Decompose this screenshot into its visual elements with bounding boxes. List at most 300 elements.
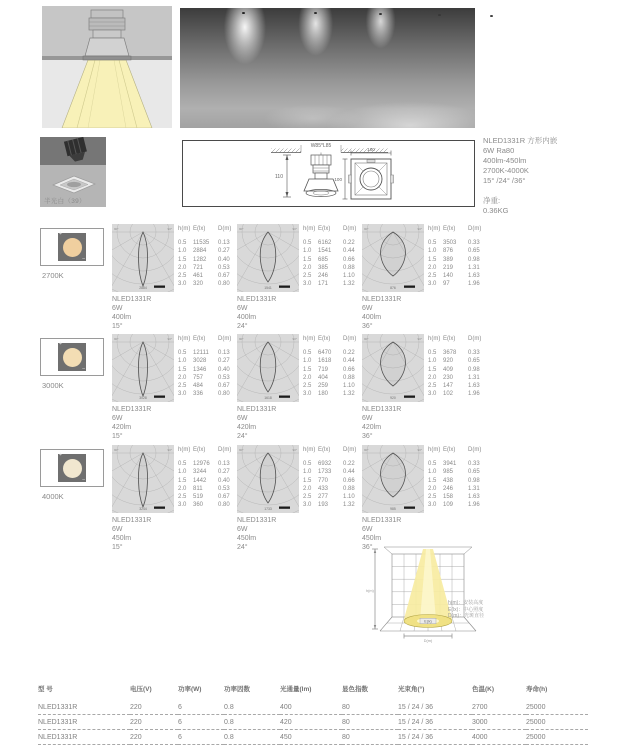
illuminance-table bbox=[178, 225, 234, 288]
col-header-d: D(m) bbox=[343, 447, 357, 453]
polar-scale-bar bbox=[279, 286, 290, 288]
height-value: 1.5 bbox=[428, 366, 437, 373]
illuminance-row bbox=[178, 485, 234, 493]
diameter-value: 1.96 bbox=[468, 502, 480, 509]
illuminance-row bbox=[428, 272, 484, 280]
diameter-value: 1.63 bbox=[468, 383, 480, 390]
polar-scale-bar bbox=[404, 286, 415, 288]
diameter-value: 1.96 bbox=[468, 281, 480, 288]
col-header-h: h(m) bbox=[178, 336, 191, 342]
spec-cell: 15 / 24 / 36 bbox=[398, 730, 472, 745]
diameter-value: 0.67 bbox=[218, 273, 230, 280]
col-header-d: D(m) bbox=[343, 226, 357, 232]
polar-chart bbox=[237, 224, 299, 292]
illuminance-value: 1346 bbox=[193, 366, 207, 373]
spec-cell: 2700 bbox=[472, 700, 526, 715]
diameter-value: 0.88 bbox=[343, 374, 355, 381]
panel-angle: 24° bbox=[237, 323, 248, 330]
illuminance-row bbox=[428, 501, 484, 509]
panel-angle: 36° bbox=[362, 323, 373, 330]
illuminance-value: 158 bbox=[443, 494, 454, 501]
height-value: 1.0 bbox=[428, 248, 437, 255]
diameter-value: 0.44 bbox=[343, 469, 355, 476]
height-value: 0.5 bbox=[303, 461, 312, 468]
illuminance-value: 519 bbox=[193, 494, 204, 501]
polar-scale-value: 3028 bbox=[139, 395, 147, 400]
net-weight-label: 净重: bbox=[483, 196, 501, 205]
panel-wattage: 6W bbox=[112, 526, 123, 533]
photometric-row bbox=[0, 443, 626, 553]
height-value: 3.0 bbox=[303, 281, 312, 288]
panel-labels bbox=[237, 295, 276, 331]
diameter-value: 0.22 bbox=[343, 461, 355, 468]
height-value: 2.5 bbox=[428, 494, 437, 501]
polar-scale-value: 920 bbox=[390, 395, 396, 400]
panel-lumen: 450lm bbox=[237, 535, 257, 542]
illuminance-value: 3503 bbox=[443, 240, 457, 247]
height-value: 1.5 bbox=[303, 256, 312, 263]
polar-chart bbox=[112, 334, 174, 402]
illuminance-table bbox=[303, 446, 359, 509]
polar-chart bbox=[362, 445, 424, 513]
polar-chart bbox=[362, 224, 424, 292]
illuminance-row bbox=[428, 280, 484, 288]
illuminance-value: 12976 bbox=[193, 461, 210, 468]
spec-col-header: 色温(K) bbox=[472, 686, 495, 693]
illuminance-table-header bbox=[428, 335, 484, 343]
illuminance-value: 409 bbox=[443, 366, 454, 373]
col-header-e: E(lx) bbox=[443, 226, 456, 232]
spec-col-header: 光通量(lm) bbox=[280, 686, 312, 693]
panel-model: NLED1331R bbox=[362, 296, 402, 303]
col-header-h: h(m) bbox=[303, 447, 316, 453]
panel-lumen: 400lm bbox=[362, 314, 382, 321]
panel-angle: 36° bbox=[362, 433, 373, 440]
panel-lumen: 400lm bbox=[112, 314, 132, 321]
height-value: 3.0 bbox=[303, 391, 312, 398]
illuminance-table bbox=[303, 225, 359, 288]
cct-label: 3000K bbox=[42, 381, 64, 390]
spec-cell: 6 bbox=[178, 700, 224, 715]
spec-row bbox=[38, 730, 588, 745]
diameter-value: 0.67 bbox=[218, 383, 230, 390]
illuminance-value: 719 bbox=[318, 366, 329, 373]
spec-cell: 6 bbox=[178, 730, 224, 745]
height-value: 1.0 bbox=[178, 358, 187, 365]
diameter-value: 0.66 bbox=[343, 477, 355, 484]
illuminance-value: 811 bbox=[193, 485, 203, 492]
illuminance-value: 3678 bbox=[443, 350, 457, 357]
height-value: 2.0 bbox=[178, 485, 187, 492]
illuminance-value: 985 bbox=[443, 469, 454, 476]
polar-angle-left: 90° bbox=[364, 448, 369, 452]
spec-cell: NLED1331R bbox=[38, 730, 130, 745]
illuminance-value: 770 bbox=[318, 477, 329, 484]
illuminance-row bbox=[428, 468, 484, 476]
illuminance-row bbox=[303, 256, 359, 264]
illuminance-row bbox=[303, 477, 359, 485]
polar-scale-value: 1618 bbox=[264, 395, 272, 400]
photometric-panel bbox=[112, 222, 234, 332]
illuminance-table-header bbox=[303, 225, 359, 233]
illuminance-table bbox=[303, 335, 359, 398]
diameter-value: 0.40 bbox=[218, 366, 230, 373]
panel-model: NLED1331R bbox=[237, 296, 277, 303]
illuminance-value: 1282 bbox=[193, 256, 207, 263]
spec-col-header: 寿命(h) bbox=[526, 686, 548, 693]
illuminance-value: 385 bbox=[318, 264, 329, 271]
polar-scale-value: 1733 bbox=[264, 506, 272, 511]
panel-lumen: 420lm bbox=[112, 424, 132, 431]
diameter-value: 0.40 bbox=[218, 477, 230, 484]
panel-lumen: 400lm bbox=[237, 314, 257, 321]
spec-cell: 80 bbox=[342, 715, 398, 730]
diameter-value: 1.31 bbox=[468, 264, 480, 271]
illuminance-row bbox=[178, 349, 234, 357]
diameter-value: 1.10 bbox=[343, 273, 355, 280]
polar-scale-bar bbox=[279, 507, 290, 509]
beam-spread-diagram bbox=[366, 541, 516, 643]
polar-angle-right: 90° bbox=[417, 448, 422, 452]
height-value: 2.5 bbox=[178, 383, 187, 390]
illuminance-value: 2884 bbox=[193, 248, 207, 255]
height-value: 1.5 bbox=[178, 256, 187, 263]
polar-angle-left: 90° bbox=[239, 337, 244, 341]
illuminance-value: 3244 bbox=[193, 469, 207, 476]
dimension-drawing bbox=[182, 140, 475, 207]
spec-cell: 80 bbox=[342, 700, 398, 715]
illuminance-row bbox=[178, 390, 234, 398]
col-header-e: E(lx) bbox=[318, 336, 331, 342]
led-chip-square bbox=[58, 454, 86, 482]
height-value: 3.0 bbox=[428, 391, 437, 398]
illuminance-table-header bbox=[178, 335, 234, 343]
diameter-value: 0.27 bbox=[218, 469, 230, 476]
illuminance-row bbox=[428, 349, 484, 357]
spec-row bbox=[38, 715, 588, 730]
illuminance-table bbox=[178, 446, 234, 509]
illuminance-value: 147 bbox=[443, 383, 454, 390]
illuminance-row bbox=[428, 239, 484, 247]
diameter-value: 0.80 bbox=[218, 502, 230, 509]
panel-labels bbox=[112, 405, 151, 441]
diameter-value: 0.27 bbox=[218, 248, 230, 255]
illuminance-row bbox=[303, 272, 359, 280]
col-header-e: E(lx) bbox=[193, 336, 206, 342]
height-value: 1.5 bbox=[428, 477, 437, 484]
illuminance-row bbox=[428, 460, 484, 468]
illuminance-row bbox=[178, 357, 234, 365]
illuminance-value: 1618 bbox=[318, 358, 332, 365]
cct-swatch bbox=[40, 228, 104, 266]
illuminance-row bbox=[178, 366, 234, 374]
diameter-value: 0.13 bbox=[218, 240, 230, 247]
spec-cell: 400 bbox=[280, 700, 342, 715]
illuminance-value: 461 bbox=[193, 273, 204, 280]
height-value: 0.5 bbox=[428, 240, 437, 247]
cct-swatch bbox=[40, 338, 104, 376]
height-value: 1.0 bbox=[303, 358, 312, 365]
diameter-value: 0.13 bbox=[218, 461, 230, 468]
polar-chart bbox=[362, 334, 424, 402]
spec-cell: NLED1331R bbox=[38, 715, 130, 730]
illuminance-row bbox=[178, 468, 234, 476]
spec-cell: NLED1331R bbox=[38, 700, 130, 715]
illuminance-value: 721 bbox=[193, 264, 204, 271]
led-chip-circle bbox=[63, 459, 82, 478]
height-value: 3.0 bbox=[428, 281, 437, 288]
panel-lumen: 420lm bbox=[362, 424, 382, 431]
col-header-h: h(m) bbox=[178, 447, 191, 453]
illuminance-table bbox=[178, 335, 234, 398]
illuminance-value: 6470 bbox=[318, 350, 332, 357]
illuminance-table-header bbox=[303, 446, 359, 454]
diameter-value: 0.65 bbox=[468, 358, 480, 365]
height-value: 0.5 bbox=[178, 461, 187, 468]
photometric-panel bbox=[112, 332, 234, 442]
col-header-h: h(m) bbox=[178, 226, 191, 232]
cct-label: 4000K bbox=[42, 492, 64, 501]
illuminance-value: 757 bbox=[193, 374, 204, 381]
illuminance-row bbox=[303, 390, 359, 398]
panel-wattage: 6W bbox=[362, 526, 373, 533]
col-header-e: E(lx) bbox=[318, 447, 331, 453]
polar-angle-right: 90° bbox=[292, 337, 297, 341]
polar-angle-left: 90° bbox=[114, 227, 119, 231]
polar-scale-value: 876 bbox=[390, 285, 396, 290]
cutout-dimension-label: W85*L85 bbox=[310, 143, 332, 149]
height-value: 1.5 bbox=[178, 477, 187, 484]
spec-cell: 450 bbox=[280, 730, 342, 745]
height-value: 2.0 bbox=[303, 264, 312, 271]
height-value: 0.5 bbox=[178, 350, 187, 357]
illuminance-value: 246 bbox=[443, 485, 454, 492]
illuminance-table-header bbox=[428, 225, 484, 233]
illuminance-value: 180 bbox=[318, 391, 329, 398]
diameter-value: 1.10 bbox=[343, 383, 355, 390]
col-header-h: h(m) bbox=[303, 226, 316, 232]
height-value: 2.5 bbox=[428, 273, 437, 280]
cct-label: 2700K bbox=[42, 271, 64, 280]
col-header-d: D(m) bbox=[218, 447, 232, 453]
panel-wattage: 6W bbox=[237, 305, 248, 312]
col-header-e: E(lx) bbox=[193, 447, 206, 453]
spec-cell: 25000 bbox=[526, 700, 588, 715]
panel-lumen: 450lm bbox=[362, 535, 382, 542]
diameter-value: 1.63 bbox=[468, 494, 480, 501]
illuminance-value: 102 bbox=[443, 391, 454, 398]
col-header-d: D(m) bbox=[468, 226, 482, 232]
photometric-panel bbox=[362, 443, 484, 553]
diameter-value: 1.63 bbox=[468, 273, 480, 280]
polar-angle-left: 90° bbox=[114, 337, 119, 341]
product-photo bbox=[40, 137, 106, 207]
height-value: 1.0 bbox=[428, 469, 437, 476]
illuminance-value: 11535 bbox=[193, 240, 210, 247]
panel-model: NLED1331R bbox=[362, 406, 402, 413]
polar-scale-bar bbox=[154, 507, 165, 509]
led-chip-circle bbox=[63, 238, 82, 257]
diameter-value: 0.33 bbox=[468, 461, 480, 468]
polar-chart bbox=[112, 224, 174, 292]
illuminance-row bbox=[303, 485, 359, 493]
illuminance-value: 404 bbox=[318, 374, 329, 381]
diameter-value: 1.31 bbox=[468, 374, 480, 381]
illuminance-value: 6932 bbox=[318, 461, 332, 468]
product-lumen-range: 400lm-450lm bbox=[483, 156, 527, 165]
spec-cell: 0.8 bbox=[224, 700, 280, 715]
illuminance-value: 360 bbox=[193, 502, 204, 509]
led-chip-square bbox=[58, 343, 86, 371]
finish-caption: 半光白（39） bbox=[44, 198, 86, 205]
panel-wattage: 6W bbox=[237, 526, 248, 533]
dimension-drawing-svg bbox=[183, 141, 474, 206]
diameter-value: 0.80 bbox=[218, 391, 230, 398]
polar-scale-value: 3244 bbox=[139, 506, 147, 511]
illuminance-value: 3028 bbox=[193, 358, 207, 365]
legend-line-h: h(m)：安装高度 bbox=[448, 600, 484, 606]
height-value: 2.0 bbox=[178, 374, 187, 381]
polar-scale-bar bbox=[154, 286, 165, 288]
beam-spread-svg bbox=[366, 541, 516, 643]
photometric-row bbox=[0, 222, 626, 332]
height-value: 3.0 bbox=[178, 391, 187, 398]
height-value: 2.5 bbox=[428, 383, 437, 390]
illuminance-value: 389 bbox=[443, 256, 454, 263]
panel-labels bbox=[237, 405, 276, 441]
spec-row bbox=[38, 700, 588, 715]
illuminance-value: 920 bbox=[443, 358, 454, 365]
illuminance-row bbox=[428, 247, 484, 255]
illuminance-row bbox=[428, 256, 484, 264]
spec-cell: 15 / 24 / 36 bbox=[398, 700, 472, 715]
illuminance-row bbox=[303, 349, 359, 357]
height-value: 3.0 bbox=[428, 502, 437, 509]
col-header-d: D(m) bbox=[468, 336, 482, 342]
col-header-d: D(m) bbox=[343, 336, 357, 342]
illuminance-value: 140 bbox=[443, 273, 454, 280]
polar-angle-right: 90° bbox=[292, 448, 297, 452]
illuminance-value: 259 bbox=[318, 383, 329, 390]
col-header-e: E(lx) bbox=[443, 336, 456, 342]
illuminance-row bbox=[428, 493, 484, 501]
install-diagram-drawing bbox=[42, 6, 172, 128]
polar-angle-left: 90° bbox=[239, 448, 244, 452]
product-wattage-cri: 6W Ra80 bbox=[483, 146, 515, 155]
illuminance-value: 685 bbox=[318, 256, 329, 263]
height-value: 0.5 bbox=[303, 240, 312, 247]
illuminance-row bbox=[303, 382, 359, 390]
height-value: 2.0 bbox=[428, 485, 437, 492]
illuminance-value: 277 bbox=[318, 494, 329, 501]
illuminance-row bbox=[303, 247, 359, 255]
height-value: 0.5 bbox=[303, 350, 312, 357]
illuminance-row bbox=[303, 280, 359, 288]
panel-model: NLED1331R bbox=[112, 406, 152, 413]
legend-line-d: D(m)：光斑直径 bbox=[448, 613, 485, 619]
polar-scale-value: 985 bbox=[390, 506, 396, 511]
panel-angle: 36° bbox=[362, 544, 373, 551]
photometric-panel bbox=[237, 443, 359, 553]
diameter-value: 1.31 bbox=[468, 485, 480, 492]
polar-angle-left: 90° bbox=[364, 227, 369, 231]
panel-lumen: 420lm bbox=[237, 424, 257, 431]
height-value: 0.5 bbox=[178, 240, 187, 247]
panel-model: NLED1331R bbox=[237, 406, 277, 413]
diameter-value: 0.53 bbox=[218, 264, 230, 271]
illuminance-value: 246 bbox=[318, 273, 329, 280]
diameter-value: 0.65 bbox=[468, 469, 480, 476]
panel-lumen: 450lm bbox=[112, 535, 132, 542]
height-value: 0.5 bbox=[428, 461, 437, 468]
diameter-value: 0.44 bbox=[343, 358, 355, 365]
polar-scale-bar bbox=[404, 396, 415, 398]
cct-swatch bbox=[40, 449, 104, 487]
polar-angle-right: 90° bbox=[167, 337, 172, 341]
height-value: 3.0 bbox=[178, 502, 187, 509]
polar-scale-bar bbox=[404, 507, 415, 509]
height-value: 1.5 bbox=[303, 477, 312, 484]
illuminance-value: 433 bbox=[318, 485, 329, 492]
illuminance-row bbox=[178, 247, 234, 255]
product-cct-range: 2700K-4000K bbox=[483, 166, 529, 175]
illuminance-value: 438 bbox=[443, 477, 454, 484]
beam-e-label: E(lx) bbox=[424, 619, 432, 624]
spec-cell: 0.8 bbox=[224, 730, 280, 745]
height-value: 2.0 bbox=[428, 264, 437, 271]
illuminance-row bbox=[178, 264, 234, 272]
illuminance-row bbox=[428, 374, 484, 382]
ceiling-fixture-dots bbox=[242, 12, 245, 14]
front-width-dimension-label: 100 bbox=[367, 147, 375, 152]
illuminance-value: 3941 bbox=[443, 461, 457, 468]
illuminance-table bbox=[428, 225, 484, 288]
illuminance-row bbox=[178, 460, 234, 468]
illuminance-table bbox=[428, 446, 484, 509]
illuminance-row bbox=[303, 460, 359, 468]
spec-table-body bbox=[38, 700, 588, 745]
col-header-e: E(lx) bbox=[193, 226, 206, 232]
illuminance-value: 876 bbox=[443, 248, 454, 255]
illuminance-value: 97 bbox=[443, 281, 450, 288]
polar-scale-bar bbox=[279, 396, 290, 398]
height-value: 2.5 bbox=[303, 494, 312, 501]
height-value: 1.5 bbox=[178, 366, 187, 373]
diameter-value: 1.10 bbox=[343, 494, 355, 501]
height-value: 1.0 bbox=[303, 248, 312, 255]
polar-scale-value: 1541 bbox=[264, 285, 272, 290]
panel-wattage: 6W bbox=[112, 305, 123, 312]
illuminance-table-header bbox=[428, 446, 484, 454]
col-header-h: h(m) bbox=[428, 226, 441, 232]
height-value: 2.5 bbox=[178, 494, 187, 501]
product-beam-angles: 15° /24° /36° bbox=[483, 176, 526, 185]
illuminance-row bbox=[178, 382, 234, 390]
height-value: 2.0 bbox=[303, 485, 312, 492]
height-value: 1.5 bbox=[303, 366, 312, 373]
panel-angle: 24° bbox=[237, 433, 248, 440]
illuminance-value: 1442 bbox=[193, 477, 207, 484]
polar-angle-right: 90° bbox=[292, 227, 297, 231]
panel-labels bbox=[237, 516, 276, 552]
net-weight-value: 0.36KG bbox=[483, 206, 509, 215]
height-value: 2.5 bbox=[303, 273, 312, 280]
diameter-value: 1.32 bbox=[343, 281, 355, 288]
diameter-value: 0.67 bbox=[218, 494, 230, 501]
spec-cell: 80 bbox=[342, 730, 398, 745]
photometric-panel bbox=[112, 443, 234, 553]
illuminance-table bbox=[428, 335, 484, 398]
